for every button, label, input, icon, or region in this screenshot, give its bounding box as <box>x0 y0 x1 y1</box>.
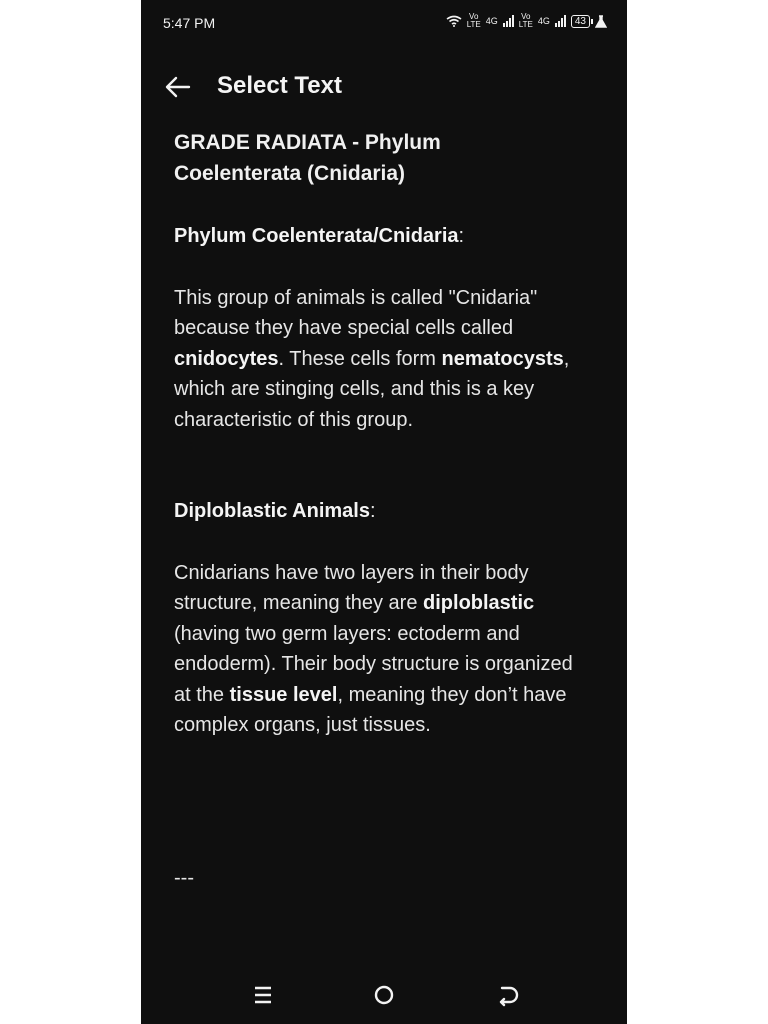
heading-line-1: GRADE RADIATA - Phylum <box>174 131 441 154</box>
status-bar <box>141 0 627 46</box>
back-arrow-button[interactable] <box>163 72 193 102</box>
status-time: 5:47 PM <box>163 15 216 31</box>
page-title: Select Text <box>217 72 342 99</box>
network-type-sim1: 4G <box>485 16 498 26</box>
app-bar <box>141 64 627 110</box>
section-title-phylum-text: Phylum Coelenterata/Cnidaria <box>174 225 459 247</box>
home-button[interactable] <box>371 982 397 1008</box>
flask-icon <box>595 15 607 28</box>
signal-sim2-icon <box>555 15 566 27</box>
volte-sim2-icon: Vo LTE <box>518 12 533 29</box>
signal-sim1-icon <box>503 15 514 27</box>
volte-sim1-icon: Vo LTE <box>466 12 481 29</box>
paragraph-diploblastic[interactable]: Cnidarians have two layers in their body structure, meaning they are diploblastic (having two germ layers: ectoderm and endoderm). Their body structure is organized at the tissue level, meaning they don’t have complex organs, just tissues. <box>174 561 573 736</box>
home-icon <box>371 982 397 1008</box>
arrow-left-icon <box>163 72 193 102</box>
recent-apps-button[interactable] <box>250 982 276 1008</box>
phone-screen <box>141 0 627 1024</box>
section-title-diploblastic: Diploblastic Animals: <box>174 500 376 522</box>
bold-nematocysts: nematocysts <box>441 347 564 370</box>
status-icons <box>446 13 607 29</box>
document-content[interactable] <box>174 127 594 893</box>
menu-icon <box>250 982 276 1008</box>
document-heading <box>174 127 594 189</box>
system-back-button[interactable] <box>494 982 520 1008</box>
heading-line-2: Coelenterata (Cnidaria) <box>174 162 406 185</box>
wifi-icon <box>446 15 462 27</box>
battery-icon: 43 <box>571 15 590 28</box>
system-nav-bar <box>141 964 627 1024</box>
separator-text: --- <box>174 866 194 889</box>
bold-cnidocytes: cnidocytes <box>174 347 279 370</box>
section-title-phylum: Phylum Coelenterata/Cnidaria: <box>174 225 465 247</box>
network-type-sim2: 4G <box>537 16 550 26</box>
bold-tissue-level: tissue level <box>229 683 338 706</box>
section-title-diploblastic-text: Diploblastic Animals <box>174 500 370 522</box>
back-icon <box>494 982 520 1008</box>
paragraph-cnidaria[interactable]: This group of animals is called "Cnidaria" because they have special cells called cnidocytes. These cells form nematocysts, which are stinging cells, and this is a key characteristic of this group. <box>174 286 570 431</box>
bold-diploblastic: diploblastic <box>423 592 535 614</box>
